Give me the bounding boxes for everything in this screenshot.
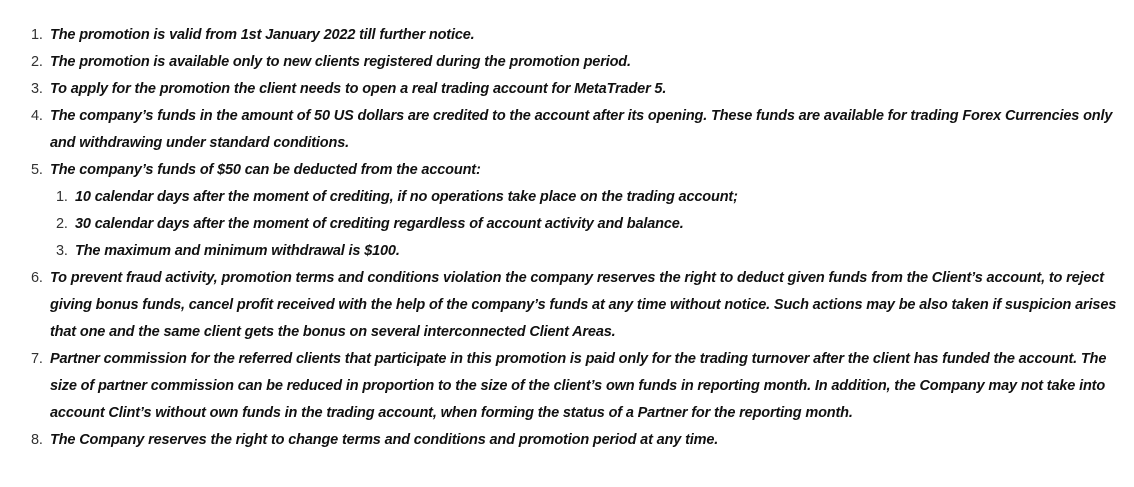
term-number: 3. [31, 81, 43, 97]
term-item-7 [31, 346, 1130, 427]
term-text: The promotion is valid from 1st January 2022 till further notice. [50, 27, 475, 43]
sub-term-text: 30 calendar days after the moment of crediting regardless of account activity and balance. [75, 216, 684, 232]
term-text: The company’s funds of $50 can be deducted from the account: [50, 162, 481, 178]
sub-term-item-3 [56, 238, 1130, 265]
term-number: 1. [31, 27, 43, 43]
term-text: The company’s funds in the amount of 50 US dollars are credited to the account after its opening. These funds are available for trading Forex Currencies only and withdrawing under standard conditions. [50, 108, 1113, 151]
term-number: 4. [31, 108, 43, 124]
sub-term-number: 1. [56, 189, 68, 205]
term-text: Partner commission for the referred clients that participate in this promotion is paid only for the trading turnover after the client has funded the account. The size of partner commission can be reduced in proportion to the size of the client’s own funds in reporting month. In addition, the Company may not take into account Clint’s without own funds in the trading account, when forming the status of a Partner for the reporting month. [50, 351, 1107, 421]
sub-term-text: The maximum and minimum withdrawal is $100. [75, 243, 400, 259]
term-number: 2. [31, 54, 43, 70]
term-text: The Company reserves the right to change terms and conditions and promotion period at any time. [50, 432, 719, 448]
terms-list [0, 22, 1130, 454]
term-number: 6. [31, 270, 43, 286]
term-text: The promotion is available only to new clients registered during the promotion period. [50, 54, 631, 70]
term-item-6 [31, 265, 1130, 346]
sub-term-item-2 [56, 211, 1130, 238]
term-number: 5. [31, 162, 43, 178]
sub-term-text: 10 calendar days after the moment of crediting, if no operations take place on the trading account; [75, 189, 738, 205]
term-item-3 [31, 76, 1130, 103]
sub-term-number: 2. [56, 216, 68, 232]
term-number: 8. [31, 432, 43, 448]
term-item-2 [31, 49, 1130, 76]
deduction-conditions-list [50, 184, 1130, 265]
sub-term-item-1 [56, 184, 1130, 211]
term-item-8 [31, 427, 1130, 454]
term-text: To prevent fraud activity, promotion terms and conditions violation the company reserves the right to deduct given funds from the Client’s account, to reject giving bonus funds, cancel profit received with the help of the company’s funds at any time without notice. Such actions may be also taken if suspicion arises that one and the same client gets the bonus on several interconnected Client Areas. [50, 270, 1117, 340]
term-item-4 [31, 103, 1130, 157]
sub-term-number: 3. [56, 243, 68, 259]
promotion-terms [0, 22, 1130, 454]
term-number: 7. [31, 351, 43, 367]
term-text: To apply for the promotion the client needs to open a real trading account for MetaTrader 5. [50, 81, 667, 97]
term-item-1 [31, 22, 1130, 49]
term-item-5 [31, 157, 1130, 265]
